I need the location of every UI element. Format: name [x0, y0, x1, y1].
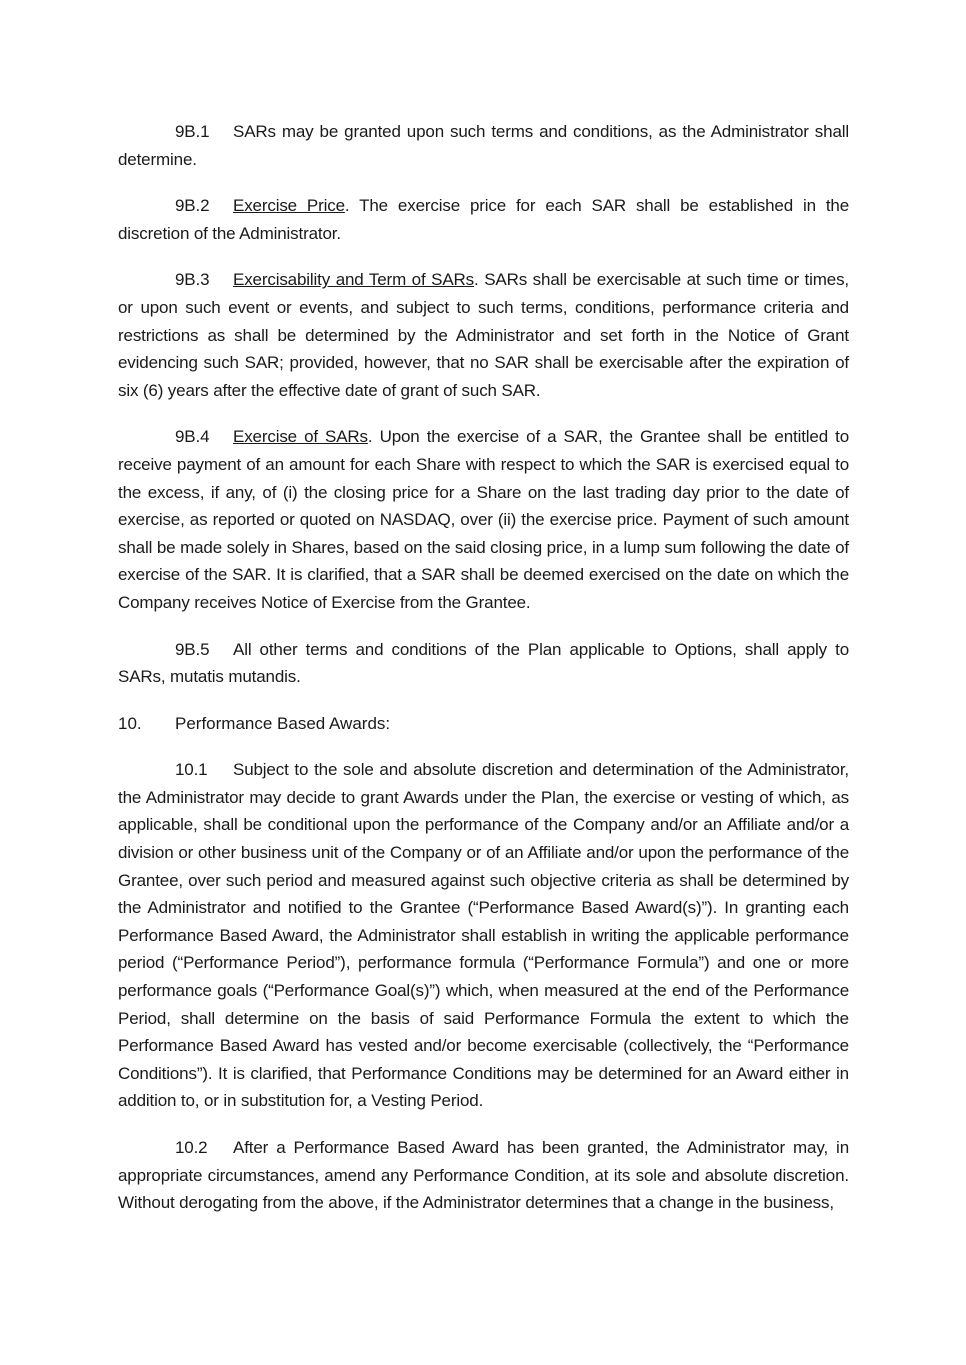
document-page — [118, 118, 849, 1236]
section-heading-10 — [118, 710, 849, 738]
paragraph-text: . The exercise price for each SAR shall be established in the discretion of the Administrator. — [118, 196, 850, 243]
section-number: 10.1 — [175, 760, 208, 780]
paragraph-text: All other terms and conditions of the Plan applicable to Options, shall apply to SARs, mutatis mutandis. — [118, 639, 849, 687]
section-number: 10. — [118, 713, 142, 733]
paragraph-10-1 — [118, 756, 849, 1115]
section-number: 9B.3 — [175, 270, 210, 290]
paragraph-9b3 — [118, 266, 849, 404]
heading-text: Performance Based Awards: — [175, 713, 391, 733]
paragraph-text: After a Performance Based Award has been granted, the Administrator may, in appropriate circumstances, amend any Performance Condition, at its sole and absolute discretion. Without derogating from the above, if the Administrator determines that a change in the business, — [118, 1138, 849, 1213]
paragraph-10-2 — [118, 1134, 849, 1217]
paragraph-text: Subject to the sole and absolute discretion and determination of the Administrator, the Administrator may decide to grant Awards under the Plan, the exercise or vesting of which, as applicable, shall be conditional upon the performance of the Company and/or an Affiliate and/or a division or other business unit of the Company or of an Affiliate and/or upon the performance of the Grantee, over such period and measured against such objective criteria as shall be determined by the Administrator and notified to the Grantee (“Performance Based Award(s)”). In granting each Performance Based Award, the Administrator shall establish in writing the applicable performance period (“Performance Period”), performance formula (“Performance Formula”) and one or more performance goals (“Performance Goal(s)”) which, when measured at the end of the Performance Period, shall determine on the basis of said Performance Formula the extent to which the Performance Based Award has vested and/or become exercisable (collectively, the “Performance Conditions”). It is clarified, that Performance Conditions may be determined for an Award either in addition to, or in substitution for, a Vesting Period. — [118, 760, 849, 1111]
section-number: 9B.4 — [175, 427, 210, 447]
paragraph-text: SARs may be granted upon such terms and conditions, as the Administrator shall determine. — [118, 122, 849, 169]
section-title: Exercise Price — [233, 196, 345, 216]
section-title: Exercise of SARs — [233, 427, 368, 447]
section-title: Exercisability and Term of SARs — [233, 270, 475, 290]
paragraph-9b4 — [118, 423, 849, 616]
section-number: 10.2 — [175, 1138, 208, 1157]
paragraph-9b2 — [118, 192, 849, 247]
paragraph-9b1 — [118, 118, 849, 173]
section-number: 9B.1 — [175, 122, 210, 141]
paragraph-text: . Upon the exercise of a SAR, the Grantee shall be entitled to receive payment of an amount for each Share with respect to which the SAR is exercised equal to the excess, if any, of (i) the closing price for a Share on the last trading day prior to the date of exercise, as reported or quoted on NASDAQ, over (ii) the exercise price. Payment of such amount shall be made solely in Shares, based on the said closing price, in a lump sum following the date of exercise of the SAR. It is clarified, that a SAR shall be deemed exercised on the date on which the Company receives Notice of Exercise from the Grantee. — [118, 427, 849, 612]
section-number: 9B.5 — [175, 639, 210, 659]
section-number: 9B.2 — [175, 196, 210, 216]
paragraph-text: . SARs shall be exercisable at such time or times, or upon such event or events, and subject to such terms, conditions, performance criteria and restrictions as shall be determined by the Administrator and set forth in the Notice of Grant evidencing such SAR; provided, however, that no SAR shall be exercisable after the expiration of six (6) years after the effective date of grant of such SAR. — [118, 270, 849, 400]
paragraph-9b5 — [118, 636, 849, 691]
